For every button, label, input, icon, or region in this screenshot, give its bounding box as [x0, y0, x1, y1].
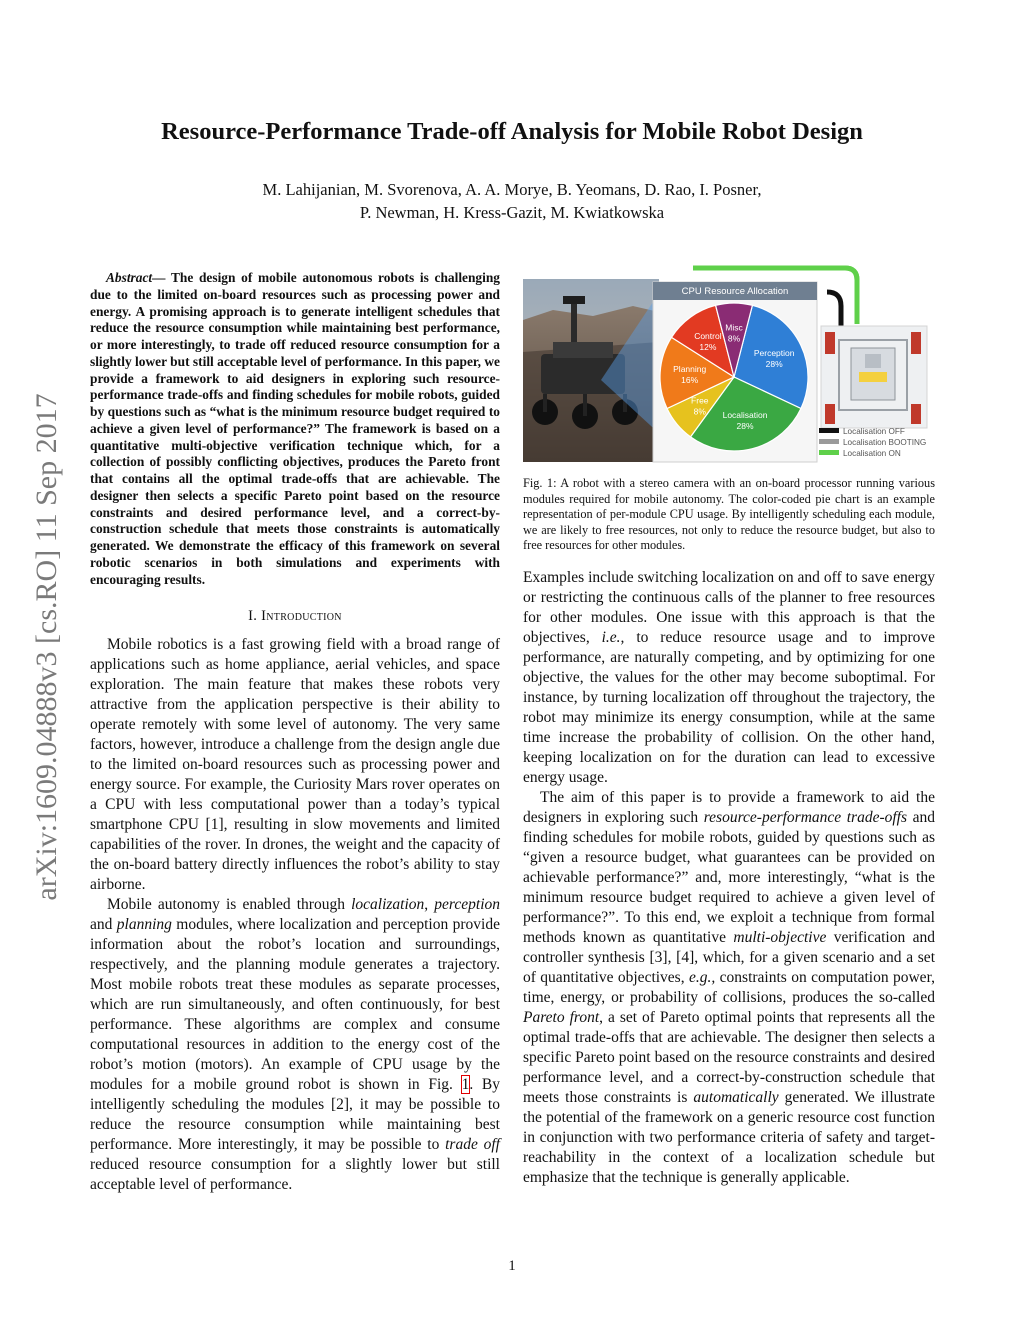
pie-label-misc: Misc: [725, 322, 743, 333]
pie-label-control: Control: [694, 331, 722, 342]
text-run: Mobile autonomy is enabled through: [107, 896, 352, 914]
intro-paragraph-3: [523, 568, 935, 788]
text-run: Examples include switching localization on and off to save energy or restricting the continuous calls of the planner to free resources for other modules. One issue with this approach is that the objectives,: [523, 569, 935, 646]
abstract-heading: Abstract—: [106, 270, 166, 285]
pie-label-planning: Planning: [673, 364, 707, 375]
left-column: [90, 270, 500, 1195]
figure-1-caption: Fig. 1: A robot with a stereo camera with an on-board processor running various modules required for mobile autonomy. The color-coded pie chart is an example representation of per-module CPU usage. By intelligently scheduling each module, we are likely to free resources, not only to reduce the resource budget, but also to free resources for other modules.: [523, 476, 935, 552]
text-run: The aim of this paper is to provide a framework to aid the designers in exploring such: [523, 789, 935, 826]
authors-line-1: M. Lahijanian, M. Svorenova, A. A. Morye, B. Yeomans, D. Rao, I. Posner,: [262, 180, 762, 199]
figure-legend: [819, 427, 926, 458]
author-list: [0, 178, 1024, 224]
emphasis: localization: [351, 896, 425, 914]
emphasis: planning: [116, 916, 172, 934]
text-run: verification and controller synthesis [3], [4], which, for a given scenario and a set of quantitative objectives,: [523, 929, 935, 986]
emphasis: trade off: [445, 1136, 500, 1154]
pie-title: CPU Resource Allocation: [681, 286, 789, 297]
emphasis: i.e.,: [601, 629, 625, 646]
pie-percent-localisation: 28%: [736, 421, 754, 432]
emphasis: automatically: [693, 1089, 779, 1106]
text-run: ,: [424, 896, 435, 914]
section-number: I.: [248, 608, 262, 625]
authors-line-2: P. Newman, H. Kress-Gazit, M. Kwiatkowska: [359, 203, 665, 222]
legend-label: Localisation BOOTING: [843, 438, 927, 447]
legend-swatch: [819, 428, 839, 433]
emphasis: resource-performance trade-offs: [703, 809, 908, 826]
pie-label-free: Free: [691, 395, 709, 406]
robot-diagram: [821, 326, 927, 428]
figure-1: [523, 262, 935, 467]
pie-percent-planning: 16%: [681, 375, 699, 386]
figure-1-graphic: [523, 262, 935, 467]
pie-label-localisation: Localisation: [722, 410, 768, 421]
text-run: and: [90, 916, 117, 934]
pie-percent-free: 8%: [693, 406, 706, 417]
text-run: constraints on computation power, time, energy, or probability of collisions, produces the so-called: [523, 969, 935, 1006]
emphasis: multi-objective: [733, 929, 827, 946]
intro-paragraph-2: [90, 895, 500, 1195]
emphasis: Pareto front: [523, 1009, 600, 1026]
legend-label: Localisation ON: [843, 449, 901, 458]
pie-percent-perception: 28%: [765, 359, 783, 370]
figure-reference-link[interactable]: 1: [461, 1076, 470, 1094]
paper-title: Resource-Performance Trade-off Analysis for Mobile Robot Design: [161, 118, 863, 145]
legend-swatch: [819, 450, 839, 455]
text-run: . By intelligently scheduling the modules [2], it may be possible to reduce the resource consumption while maintaining best performance. More interestingly, it may be possible to: [90, 1076, 501, 1154]
emphasis: e.g.,: [689, 969, 716, 986]
text-run: generated. We illustrate the potential of the framework on a generic resource cost function in conjunction with two performance criteria of safety and targetreachability in the context of a localization schedule but emphasize that the technique is generally applicable.: [523, 1089, 935, 1186]
abstract-text: The design of mobile autonomous robots is challenging due to the limited on-board resources such as processing power and energy. A promising approach is to generate intelligent schedules that reduce the resource consumption while maintaining best performance, or more interestingly, to trade off reduced resource consumption for a slightly lower but still acceptable level of performance. In this paper, we provide a framework to aid designers in exploring such resource-performance trade-offs and finding schedules for mobile robots, guided by questions such as “what is the minimum resource budget required to achieve a given level of performance?” The framework is based on a quantitative multi-objective verification technique which, for a collection of possibly conflicting objectives, produces the Pareto front that contains all the optimal trade-offs that are achievable. The designer then selects a specific Pareto point based on the resource constraints and desired performance level, and a correct-by-construction schedule that meets those constraints is automatically generated. We demonstrate the efficacy of this framework on several robotic scenarios in both simulations and experiments with encouraging results.: [90, 270, 500, 587]
intro-paragraph-4: [523, 788, 935, 1188]
emphasis: perception: [434, 896, 501, 914]
cpu-pie-chart: [660, 303, 808, 451]
abstract: [90, 270, 500, 588]
text-run: modules, where localization and perception provide information about the robot’s location and surroundings, respectively, and the planning module generates a trajectory. Most mobile robots treat these modules as separate processes, which are run simultaneously, and often continuously, for best performance. These algorithms are complex and consume computational resources in addition to the energy cost of the robot’s motion (motors). An example of CPU usage by the modules for a mobile ground robot is shown in Fig.: [90, 916, 500, 1094]
section-title: Introduction: [261, 608, 342, 625]
intro-paragraph-1: Mobile robotics is a fast growing field with a broad range of applications such as home appliance, aerial vehicles, and space exploration. The main feature that makes these robots very attractive from the application perspective is their ability to operate remotely with some level of autonomy. The very same factors, however, introduce a challenge from the design angle due to the limited on-board resources such as processing power and energy source. For example, the Curiosity Mars rover operates on a CPU with less computational power than a today’s typical smartphone CPU [1], resulting in slow movements and limited capabilities of the rover. In drones, the weight and the capacity of the on-board battery directly influences the robot’s ability to stay airborne.: [90, 636, 500, 894]
legend-swatch: [819, 439, 839, 444]
legend-label: Localisation OFF: [843, 427, 905, 436]
pie-percent-control: 12%: [699, 342, 717, 353]
text-run: and finding schedules for mobile robots, guided by questions such as “given a resource budget, what guarantees can be provided on achievable performance?” and, more interestingly, “what is the minimum resource budget required to achieve a given level of performance?”. To this end, we exploit a technique from formal methods known as quantitative: [523, 809, 935, 946]
page-number: 1: [508, 1258, 516, 1274]
arxiv-identifier: arXiv:1609.04888v3 [cs.RO] 11 Sep 2017: [30, 393, 63, 901]
section-heading: [90, 608, 500, 625]
right-column: [523, 568, 935, 1188]
text-run: reduced resource consumption for a slightly lower but still acceptable level of performance.: [90, 1156, 500, 1194]
text-run: to reduce resource usage and to improve performance, are naturally competing, and by optimizing for one objective, the values for the other may become suboptimal. For instance, by turning localization off throughout the trajectory, the robot may minimize its energy consumption, while at the same time increase the probability of collision. On the other hand, keeping localization on for the duration can lead to excessive energy usage.: [523, 629, 935, 786]
pie-label-perception: Perception: [753, 348, 795, 359]
pie-percent-misc: 8%: [727, 333, 741, 344]
text-run: , a set of Pareto optimal points that represents all the optimal trade-offs that are achievable. The designer then selects a specific Pareto point based on the resource constraints and desired performance level, and a correct-by-construction schedule that meets those constraints is: [523, 1009, 935, 1106]
